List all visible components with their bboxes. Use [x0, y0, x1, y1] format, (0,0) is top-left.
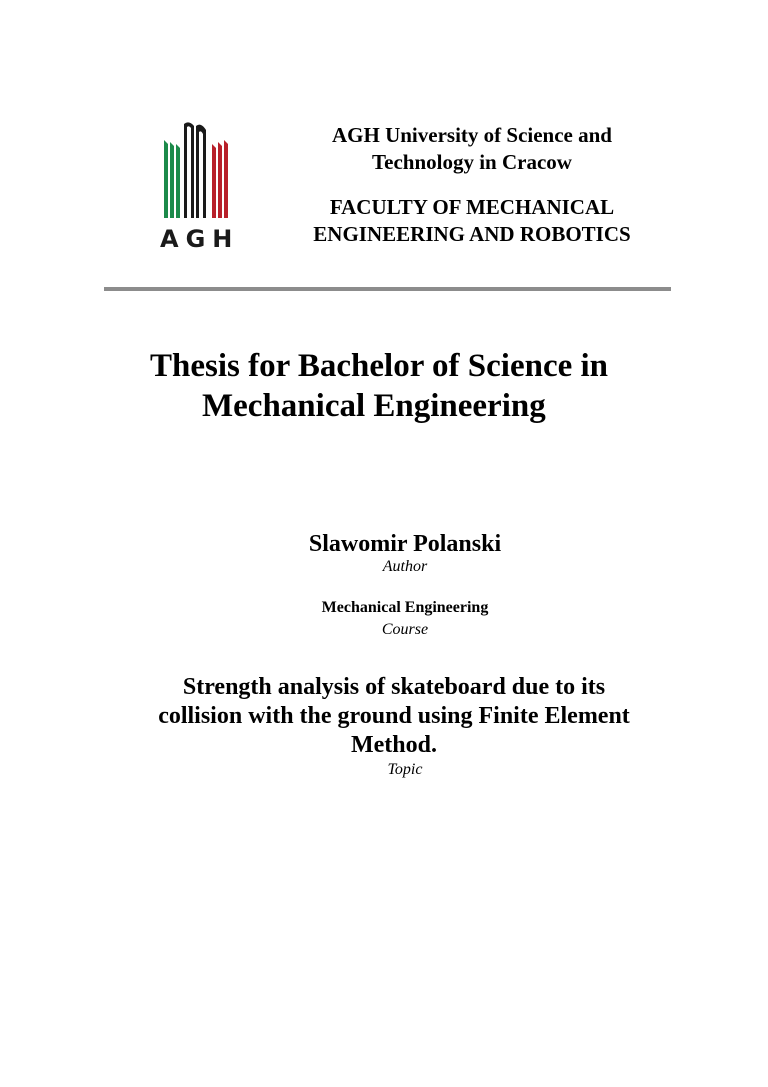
- university-line-2: Technology in Cracow: [372, 150, 572, 174]
- course-caption: Course: [381, 621, 429, 638]
- agh-logo: [160, 120, 240, 255]
- author-name: Slawomir Polanski: [308, 531, 502, 557]
- author-caption: Author: [382, 558, 428, 575]
- header-divider: [104, 287, 671, 291]
- thesis-title: [150, 346, 710, 426]
- topic-line-2: collision with the ground using Finite Element: [158, 703, 630, 729]
- topic-caption: Topic: [387, 761, 423, 778]
- faculty-line-1: FACULTY OF MECHANICAL: [329, 195, 615, 219]
- university-name: [286, 122, 658, 176]
- faculty-line-2: ENGINEERING AND ROBOTICS: [313, 222, 631, 246]
- university-line-1: AGH University of Science and: [332, 123, 612, 147]
- thesis-title-line-1: Thesis for Bachelor of Science in: [150, 348, 609, 384]
- logo-wordmark: AGH: [160, 225, 240, 253]
- topic-line-3: Method.: [351, 732, 437, 758]
- course-name: Mechanical Engineering: [321, 599, 489, 616]
- faculty-name: [286, 194, 658, 248]
- topic-line-1: Strength analysis of skateboard due to its: [182, 674, 606, 700]
- agh-logo-icon: [160, 120, 236, 220]
- thesis-topic: [134, 673, 654, 760]
- thesis-title-line-2: Mechanical Engineering: [202, 388, 546, 424]
